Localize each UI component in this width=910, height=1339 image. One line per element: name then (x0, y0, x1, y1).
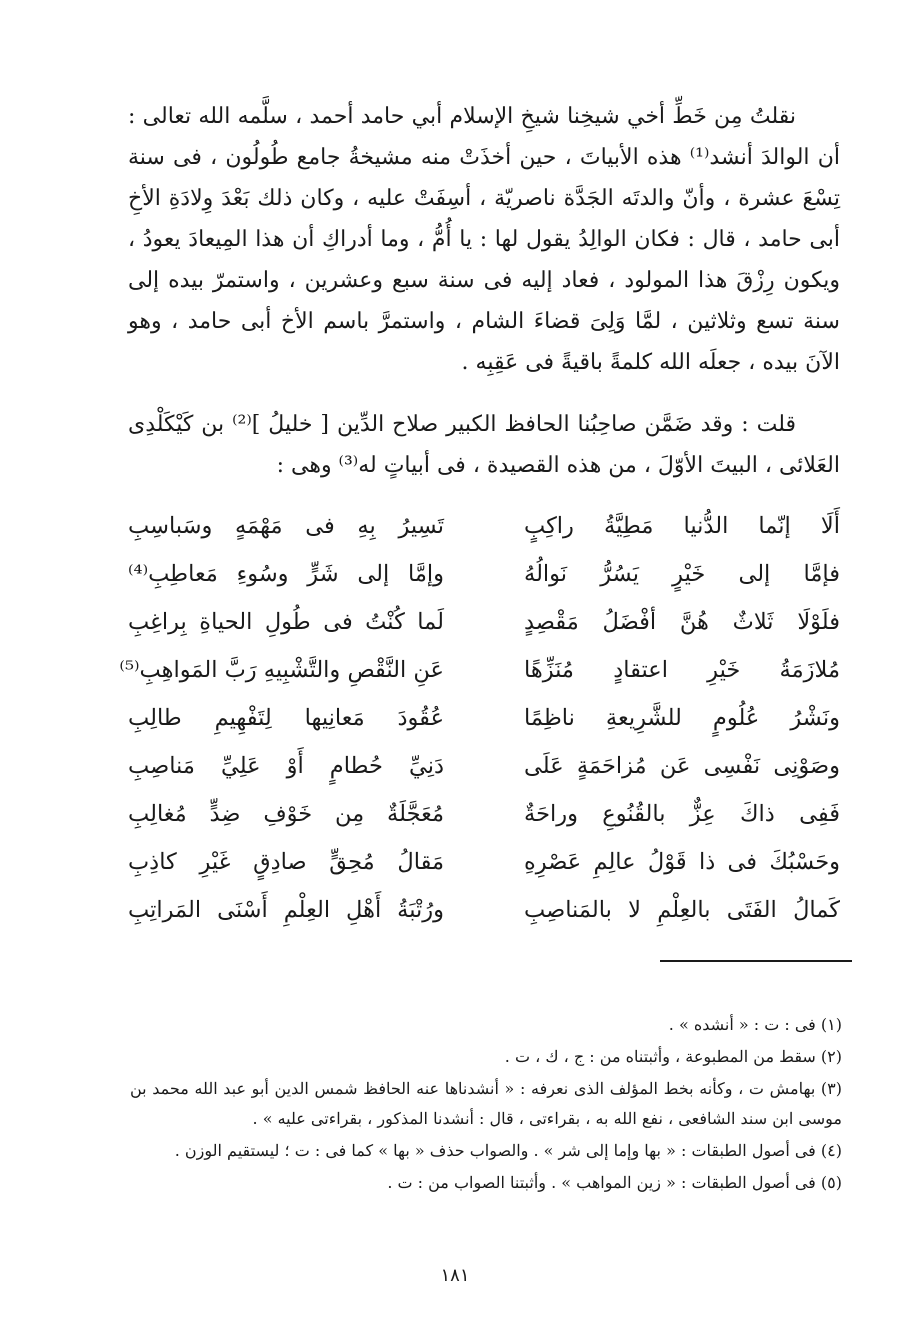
verse-second-hemistich: عُقُودَ مَعانِيها لِتَفْهِيمِ طالِبِ (128, 705, 444, 731)
verse-first-hemistich: فإمَّا إلى خَيْرٍ يَسُرُّ نَوالُهُ (524, 561, 840, 587)
verse-second-hemistich: عَنِ النَّقْصِ والتَّشْبِيهِ رَبَّ المَواهِبِ⁽⁵⁾ (119, 657, 444, 683)
page-number: ١٨١ (440, 1265, 470, 1286)
poem-verse (128, 838, 840, 886)
footnote: (٥) فى أصول الطبقات : « زين المواهب » . وأثبتنا الصواب من : ت . (387, 1173, 842, 1192)
body-paragraph (128, 404, 840, 486)
body-paragraph (128, 96, 840, 383)
footnote: (٣) بهامش ت ، وكأنه بخط المؤلف الذى نعرفه : « أنشدناها عنه الحافظ شمس الدين أبو عبد الله محمد بن موسى ابن سند الشافعى ، نفع الله به ، بقراءتى ، قال : أنشدنا المذكور ، بقراءتى عليه » . (130, 1079, 842, 1128)
poem-verse (128, 742, 840, 790)
verse-first-hemistich: فَفِى ذاكَ عِزٌّ بالقُنُوعِ وراحَةٌ (524, 801, 840, 827)
poem-verse (128, 598, 840, 646)
paragraph-text: نقلتُ مِن خَطِّ أخي شيخِنا شيخِ الإسلام أبي حامد أحمد ، سلَّمه الله تعالى : أن الوالدَ أنشد⁽¹⁾ هذه الأبياتَ ، حين أخذَتْ منه مشيخةُ جامع طُولُون ، فى سنة تِسْعَ عشرة ، وأنّ والدتَه الجَدَّة ناصريّة ، أسِفَتْ عليه ، وكان ذلك بَعْدَ وِلادَةِ الأخِ أبى حامد ، قال : فكان الوالِدُ يقول لها : يا أُمُّ ، وما أدراكِ أن هذا المِيعادَ يعودُ ، ويكون رِزْقَ هذا المولود ، فعاد إليه فى سنة سبع وعشرين ، واستمرّ بيده إلى سنة تسع وثلاثين ، لمَّا وَلِىَ قضاءَ الشام ، واستمرَّ باسم الأخ أبى حامد ، وهو الآنَ بيده ، جعلَه الله كلمةً باقيةً فى عَقِبِه . (128, 104, 840, 375)
verse-first-hemistich: وحَسْبُكَ فى ذا قَوْلُ عالِمِ عَصْرِهِ (524, 849, 840, 875)
poem-verse (128, 886, 840, 934)
poem-verse (128, 694, 840, 742)
verse-first-hemistich: أَلَا إنّما الدُّنيا مَطِيَّةُ راكِبٍ (524, 513, 840, 539)
poem-verse (128, 502, 840, 550)
paragraph-text: قلت : وقد ضَمَّن صاحِبُنا الحافظ الكبير صلاح الدِّين [ خليلُ ]⁽²⁾ بن كَيْكَلْدِى العَلائى ، البيتَ الأوّلَ ، من هذه القصيدة ، فى أبياتٍ له⁽³⁾ وهى : (128, 412, 840, 478)
footnote: (٤) فى أصول الطبقات : « بها وإما إلى شر » . والصواب حذف « بها » كما فى : ت ؛ ليستقيم الوزن . (174, 1141, 842, 1160)
verse-second-hemistich: وإمَّا إلى شَرٍّ وسُوءِ مَعاطِبِ⁽⁴⁾ (128, 561, 444, 587)
verse-second-hemistich: مَقالُ مُحِقٍّ صادِقٍ غَيْرِ كاذِبِ (128, 849, 444, 875)
verse-second-hemistich: لَما كُنْتُ فى طُولِ الحياةِ بِراغِبِ (128, 609, 444, 635)
footnote: (١) فى : ت : « أنشده » . (668, 1015, 842, 1034)
poem-verse (128, 790, 840, 838)
verse-second-hemistich: دَنِيِّ حُطامٍ أَوْ عَلِيِّ مَناصِبِ (128, 753, 444, 779)
poem (119, 502, 840, 934)
verse-second-hemistich: تَسِيرُ بِهِ فى مَهْمَهٍ وسَباسِبِ (128, 513, 444, 539)
verse-first-hemistich: فلَوْلَا ثَلاثٌ هُنَّ أفْضَلُ مَقْصِدٍ (524, 609, 840, 635)
poem-verse (128, 550, 840, 598)
verse-second-hemistich: مُعَجَّلَةٌ مِن خَوْفِ ضِدٍّ مُغالِبِ (128, 801, 444, 827)
verse-first-hemistich: وصَوْنِى نَفْسِى عَن مُزاحَمَةٍ عَلَى (524, 753, 840, 779)
verse-first-hemistich: مُلازَمَةُ خَيْرِ اعتقادٍ مُنَزِّهًا (524, 657, 840, 683)
verse-second-hemistich: ورُتْبَةُ أَهْلِ العِلْمِ أَسْنَى المَراتِبِ (128, 897, 444, 923)
footnote: (٢) سقط من المطبوعة ، وأثبتناه من : ج ، ك ، ت . (504, 1047, 842, 1066)
footnotes (130, 1010, 842, 1200)
poem-verse (119, 646, 840, 694)
verse-first-hemistich: كَمالُ الفَتَى بالعِلْمِ لا بالمَناصِبِ (524, 897, 840, 923)
footnote-separator (660, 960, 852, 962)
verse-first-hemistich: ونَشْرُ عُلُومٍ للشَّرِيعةِ ناظِمًا (524, 705, 840, 731)
